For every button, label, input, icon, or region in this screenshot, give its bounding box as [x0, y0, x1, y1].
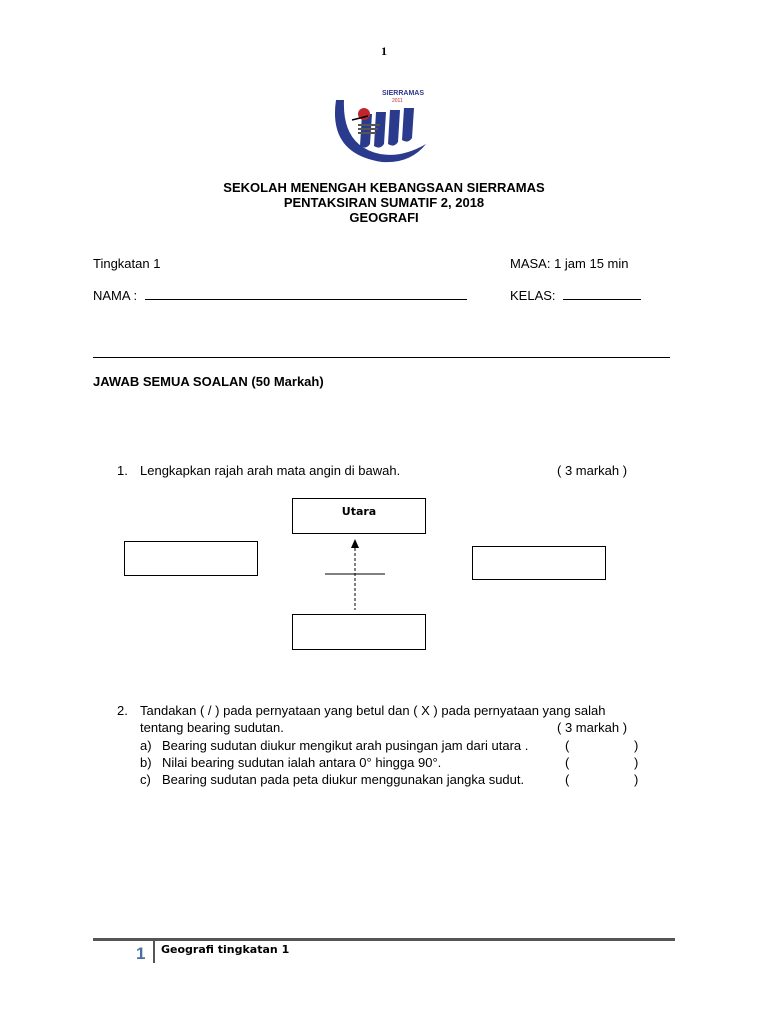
q2-item-a-close-bracket: ): [634, 738, 639, 753]
divider-line: [93, 357, 670, 358]
class-field[interactable]: [510, 287, 641, 303]
footer-rule: [93, 938, 675, 941]
q2-item-b-close-bracket: ): [634, 755, 639, 770]
west-answer-box[interactable]: [124, 541, 258, 576]
q2-item-a-letter: a): [140, 738, 152, 753]
school-logo: [322, 84, 432, 170]
q2-number: 2.: [117, 703, 128, 718]
q1-number: 1.: [117, 463, 128, 478]
name-blank[interactable]: [145, 287, 467, 300]
school-name: SEKOLAH MENENGAH KEBANGSAAN SIERRAMAS: [223, 180, 545, 195]
q2-item-c-open-bracket[interactable]: (: [565, 772, 570, 787]
north-box: [292, 498, 426, 534]
q2-marks: ( 3 markah ): [557, 720, 628, 735]
q2-item-b-open-bracket[interactable]: (: [565, 755, 570, 770]
footer-title: Geografi tingkatan 1: [161, 943, 290, 956]
q2-item-c-letter: c): [140, 772, 151, 787]
class-blank[interactable]: [563, 287, 641, 300]
q2-item-b-text: Nilai bearing sudutan ialah antara 0° hingga 90°.: [162, 755, 442, 770]
q2-item-a-text: Bearing sudutan diukur mengikut arah pusingan jam dari utara .: [162, 738, 529, 753]
instruction-heading: JAWAB SEMUA SOALAN (50 Markah): [93, 374, 324, 389]
north-label: Utara: [341, 505, 377, 518]
exam-title: PENTAKSIRAN SUMATIF 2, 2018: [283, 195, 485, 210]
arrow-head-icon: [351, 539, 359, 548]
subject-title: GEOGRAFI: [349, 210, 419, 225]
logo-year: 2011: [392, 98, 403, 104]
q2-text-line1: Tandakan ( / ) pada pernyataan yang betul dan ( X ) pada pernyataan yang salah: [140, 703, 606, 718]
name-label: NAMA :: [93, 288, 138, 303]
time-label: MASA: 1 jam 15 min: [510, 256, 629, 271]
q2-item-c-close-bracket: ): [634, 772, 639, 787]
q2-item-b-letter: b): [140, 755, 152, 770]
q2-text-line2: tentang bearing sudutan.: [140, 720, 284, 735]
east-answer-box[interactable]: [472, 546, 606, 580]
class-label: KELAS:: [510, 288, 556, 303]
name-field[interactable]: [93, 287, 467, 303]
footer-page-number: 1: [136, 944, 146, 963]
south-answer-box[interactable]: [292, 614, 426, 650]
q2-item-c-text: Bearing sudutan pada peta diukur menggunakan jangka sudut.: [162, 772, 525, 787]
logo-name: SIERRAMAS: [382, 90, 425, 97]
q1-text: Lengkapkan rajah arah mata angin di bawah.: [140, 463, 401, 478]
footer-separator: [153, 941, 155, 963]
q1-marks: ( 3 markah ): [557, 463, 628, 478]
q2-item-a-open-bracket[interactable]: (: [565, 738, 570, 753]
level-label: Tingkatan 1: [93, 256, 161, 271]
compass-arrow: [320, 536, 390, 612]
page-number-top: 1: [381, 44, 387, 58]
